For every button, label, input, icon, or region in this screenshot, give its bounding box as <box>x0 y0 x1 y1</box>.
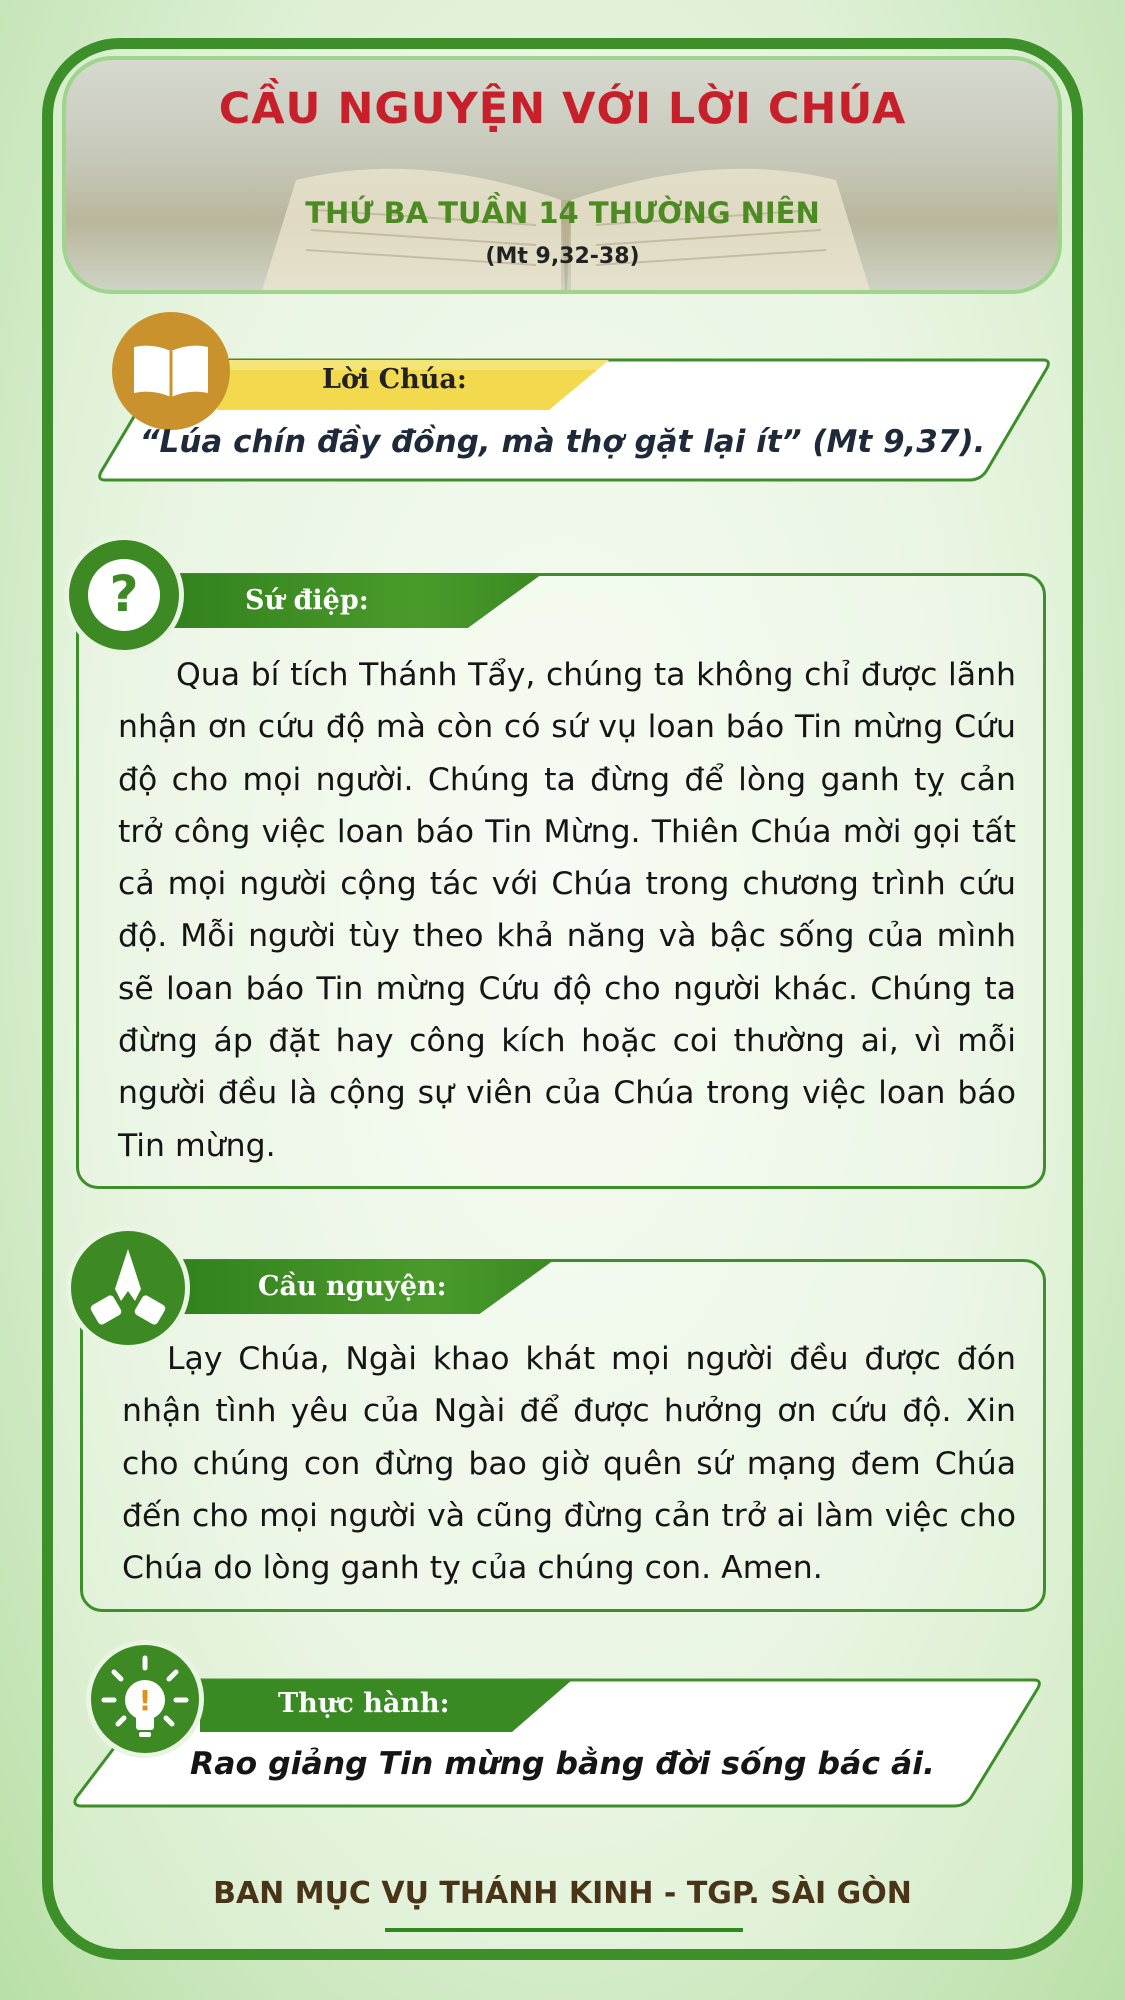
question-icon <box>64 535 184 655</box>
praying-hands-icon <box>66 1226 190 1350</box>
practice-label: Thực hành: <box>278 1688 450 1719</box>
svg-text:?: ? <box>109 565 139 623</box>
lightbulb-icon <box>86 1640 204 1758</box>
message-label: Sứ điệp: <box>245 585 369 616</box>
verse-quote: “Lúa chín đầy đồng, mà thợ gặt lại ít” (Mt 9,37). <box>139 424 986 460</box>
prayer-label: Cầu nguyện: <box>258 1271 447 1302</box>
svg-text:!: ! <box>138 1684 152 1717</box>
prayer-text: Lạy Chúa, Ngài khao khát mọi người đều được đón nhận tình yêu của Ngài để được hưởng ơn cứu độ. Xin cho chúng con đừng bao giờ quên sứ mạng đem Chúa đến cho mọi người và cũng đừng cản trở ai làm việc cho Chúa do lòng ganh tỵ của chúng con. Amen. <box>122 1341 1016 1587</box>
practice-box <box>72 1678 1042 1808</box>
scripture-reference: (Mt 9,32-38) <box>485 244 640 269</box>
book-icon <box>112 312 230 430</box>
footer-credit: BAN MỤC VỤ THÁNH KINH - TGP. SÀI GÒN <box>213 1876 912 1911</box>
message-text: Qua bí tích Thánh Tẩy, chúng ta không chỉ được lãnh nhận ơn cứu độ mà còn có sứ vụ loan báo Tin mừng Cứu độ cho mọi người. Chúng ta đừng để lòng ganh tỵ cản trở công việc loan báo Tin Mừng. Thiên Chúa mời gọi tất cả mọi người cộng tác với Chúa trong chương trình cứu độ. Mỗi người tùy theo khả năng và bậc sống của mình sẽ loan báo Tin mừng Cứu độ cho người khác. Chúng ta đừng áp đặt hay công kích hoặc coi thường ai, vì mỗi người đều là cộng sự viên của Chúa trong việc loan báo Tin mừng. <box>118 657 1016 1164</box>
verse-box <box>97 358 1051 482</box>
footer-underline <box>385 1928 743 1932</box>
liturgical-day: THỨ BA TUẦN 14 THƯỜNG NIÊN <box>305 196 820 230</box>
practice-text: Rao giảng Tin mừng bằng đời sống bác ái. <box>189 1746 936 1782</box>
verse-label: Lời Chúa: <box>322 364 467 395</box>
page-title: CẦU NGUYỆN VỚI LỜI CHÚA <box>218 84 907 134</box>
